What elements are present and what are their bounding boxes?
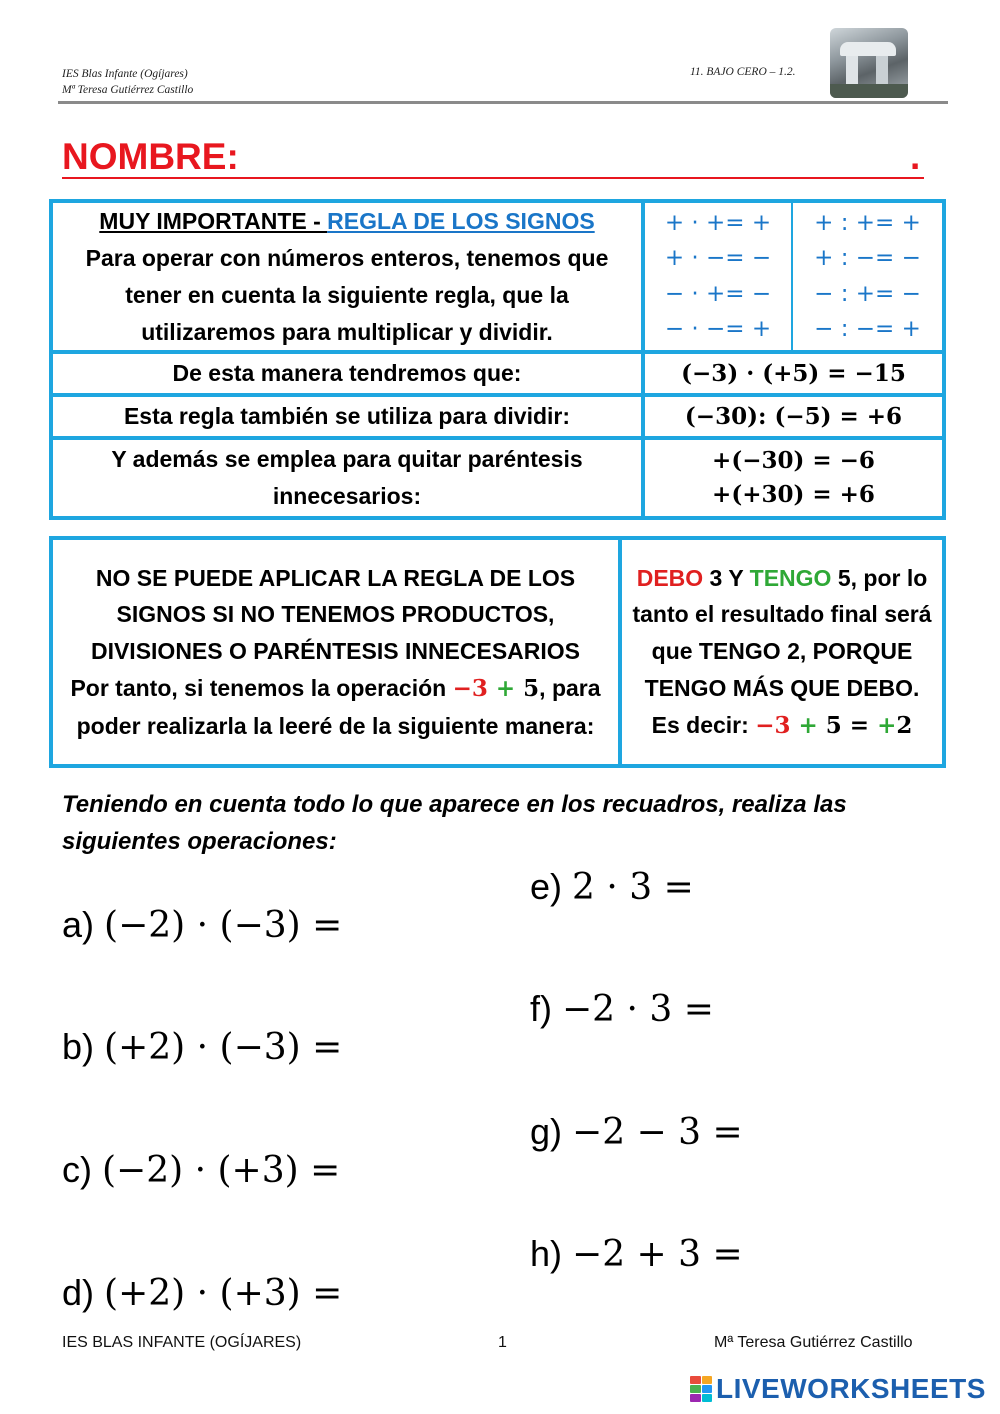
example-paren-label: Y además se emplea para quitar paréntesis innecesarios: <box>53 440 645 516</box>
exercise-a[interactable] <box>62 905 342 946</box>
op-neg3: −3 <box>452 674 488 702</box>
exercise-f[interactable] <box>530 989 714 1030</box>
exercise-expression: 2 · 3 = <box>572 867 694 908</box>
explanation-rule-text: NO SE PUEDE APLICAR LA REGLA DE LOS SIGNOS SI NO TENEMOS PRODUCTOS, DIVISIONES O PARÉNTESIS INNECESARIOS <box>90 564 581 665</box>
res-5eq: 5 = <box>825 711 878 739</box>
liveworksheets-logo <box>690 1372 986 1406</box>
exercise-label: h) <box>530 1233 563 1274</box>
example-div-math: (−30): (−5) = +6 <box>645 397 942 440</box>
exercise-expression: (+2) · (+3) = <box>104 1273 343 1314</box>
div-rules-cell <box>793 203 942 354</box>
explanation-operation-text: Por tanto, si tenemos la operación −3 + 5, para poder realizarla la leeré de la siguiente manera: <box>70 674 601 739</box>
liveworksheets-icon <box>690 1376 712 1402</box>
exercise-expression: −2 + 3 = <box>572 1234 743 1275</box>
example-div-label: Esta regla también se utiliza para dividir: <box>53 397 645 440</box>
exercise-expression: (−2) · (+3) = <box>102 1150 341 1191</box>
exercise-expression: −2 · 3 = <box>562 989 714 1030</box>
rules-table <box>49 199 946 520</box>
explanation-right-cell <box>622 540 942 764</box>
name-end-mark: . <box>910 136 921 177</box>
footer-page-number: 1 <box>498 1334 507 1351</box>
example-mult-label: De esta manera tendremos que: <box>53 354 645 397</box>
footer-school: IES BLAS INFANTE (OGÍJARES) <box>62 1334 302 1351</box>
mult-rules-cell <box>645 203 793 354</box>
rules-title-signs: REGLA DE LOS SIGNOS <box>327 207 595 234</box>
header-unit: 11. BAJO CERO – 1.2. <box>690 66 796 78</box>
footer-author: Mª Teresa Gutiérrez Castillo <box>714 1334 913 1351</box>
exercise-label: f) <box>530 988 552 1029</box>
explanation-result: Es decir: −3 + 5 = +2 <box>651 711 913 739</box>
op-5: 5 <box>523 674 540 702</box>
debo-word: DEBO <box>636 564 704 591</box>
header-school: IES Blas Infante (Ogíjares) <box>62 68 188 80</box>
name-input-line[interactable] <box>62 177 924 179</box>
div-rule: + : += + <box>814 209 921 236</box>
exercise-label: b) <box>62 1026 95 1067</box>
header-left <box>62 66 193 98</box>
exercise-d[interactable] <box>62 1273 342 1314</box>
mult-rule: − · −= + <box>664 316 772 342</box>
exercise-expression: (+2) · (−3) = <box>104 1027 343 1068</box>
exercise-label: c) <box>62 1149 92 1190</box>
header-author: Mª Teresa Gutiérrez Castillo <box>62 84 194 96</box>
res-plus2: + <box>877 711 897 739</box>
header-divider <box>58 101 948 104</box>
exercise-h[interactable] <box>530 1234 743 1275</box>
example-paren-math-1: +(−30) = −6 <box>712 447 875 474</box>
example-mult-math: (−3) · (+5) = −15 <box>645 354 942 397</box>
exercise-c[interactable] <box>62 1150 340 1191</box>
example-paren-math-2: +(+30) = +6 <box>712 481 875 508</box>
explanation-debo-tengo: DEBO 3 Y TENGO 5, por lo tanto el resultado final será que TENGO 2, PORQUE TENGO MÁS QUE DEBO. <box>632 564 932 701</box>
exercise-b[interactable] <box>62 1027 342 1068</box>
explanation-left-cell <box>53 540 622 764</box>
mult-rule: − · += − <box>664 280 772 307</box>
mult-rule: + · −= − <box>664 245 772 271</box>
exercise-g[interactable] <box>530 1112 743 1153</box>
exercise-expression: −2 − 3 = <box>572 1112 743 1153</box>
rules-intro-text: Para operar con números enteros, tenemos que tener en cuenta la siguiente regla, que la utilizaremos para multiplicar y dividir. <box>85 244 609 345</box>
exercise-label: d) <box>62 1272 95 1313</box>
res-plus: + <box>790 711 826 739</box>
rules-title <box>99 203 594 240</box>
div-rule: − : −= + <box>814 316 921 342</box>
explanation-table <box>49 536 946 768</box>
div-rule: + : −= − <box>814 245 921 271</box>
liveworksheets-text: LIVEWORKSHEETS <box>716 1373 986 1404</box>
exercise-label: g) <box>530 1111 563 1152</box>
example-paren-math <box>645 440 942 516</box>
name-label: NOMBRE: <box>62 136 239 177</box>
exercise-label: a) <box>62 904 95 945</box>
header-photo <box>830 28 908 98</box>
exercise-expression: (−2) · (−3) = <box>104 905 343 946</box>
res-neg3: −3 <box>755 711 791 739</box>
tengo-word: TENGO <box>749 564 832 591</box>
res-2: 2 <box>896 711 913 739</box>
mult-rule: + · += + <box>664 209 772 236</box>
op-plus: + <box>487 674 524 702</box>
rules-title-important: MUY IMPORTANTE - <box>99 207 328 234</box>
exercise-e[interactable] <box>530 867 694 908</box>
rules-intro-cell <box>53 203 645 354</box>
div-rule: − : += − <box>814 280 921 307</box>
exercise-label: e) <box>530 866 563 907</box>
instruction-text: Teniendo en cuenta todo lo que aparece en los recuadros, realiza las siguientes operaciones: <box>62 791 847 855</box>
